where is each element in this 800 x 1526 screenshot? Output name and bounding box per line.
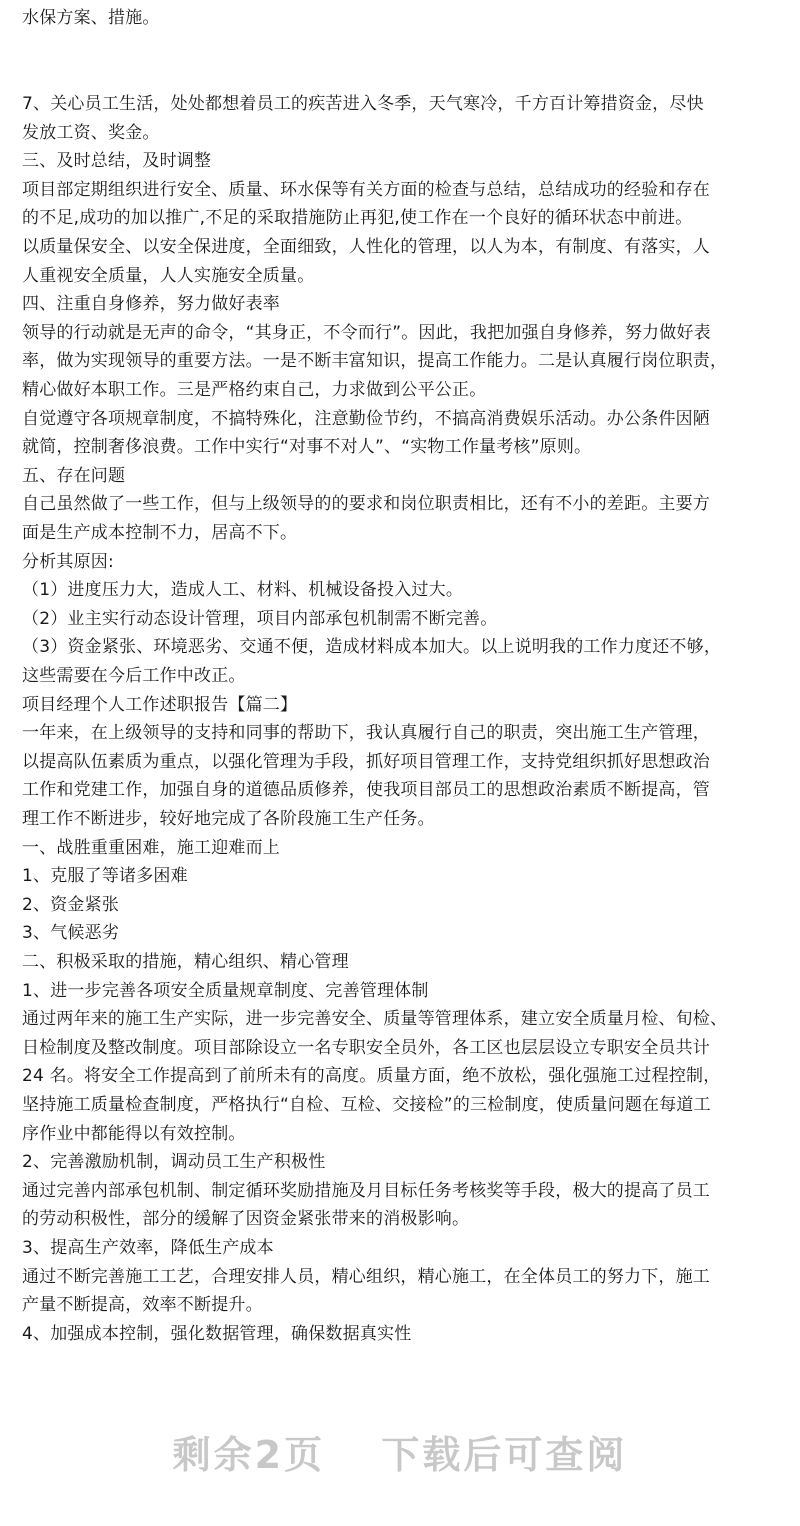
text-line: 以提高队伍素质为重点，以强化管理为手段，抓好项目管理工作，支持党组织抓好思想政治 [22, 751, 710, 772]
text-line: 自觉遵守各项规章制度，不搞特殊化，注意勤俭节约，不搞高消费娱乐活动。办公条件因陋 [22, 408, 710, 429]
text-line: （1）进度压力大，造成人工、材料、机械设备投入过大。 [22, 580, 464, 601]
text-line: 以质量保安全、以安全保进度，全面细致，人性化的管理，以人为本，有制度、有落实，人 [22, 237, 710, 257]
text-line: 4、加强成本控制，强化数据管理，确保数据真实性 [22, 1323, 412, 1344]
section-heading: 二、积极采取的措施，精心组织、精心管理 [22, 952, 349, 972]
text-line: 分析其原因: [22, 551, 114, 572]
text-line: 通过两年来的施工生产实际，进一步完善安全、质量等管理体系，建立安全质量月检、旬检、 [22, 1009, 728, 1030]
text-line: 工作和党建工作，加强自身的道德品质修养，使我项目部员工的思想政治素质不断提高，管 [22, 780, 710, 801]
section-heading: 五、存在问题 [22, 465, 126, 486]
text-line: 一年来，在上级领导的支持和同事的帮助下，我认真履行自己的职责，突出施工生产管理， [22, 723, 710, 744]
text-line: 面是生产成本控制不力，居高不下。 [22, 523, 298, 543]
text-line: 就简，控制奢侈浪费。工作中实行“对事不对人”、“实物工作量考核”原则。 [22, 437, 592, 458]
text-line: 精心做好本职工作。三是严格约束自己，力求做到公平公正。 [22, 380, 487, 400]
report-title: 项目经理个人工作述职报告【篇二】 [22, 694, 298, 715]
text-line: 发放工资、奖金。 [22, 122, 160, 143]
text-line: 自己虽然做了一些工作，但与上级领导的的要求和岗位职责相比，还有不小的差距。主要方 [22, 494, 710, 515]
section-heading: 三、及时总结，及时调整 [22, 151, 212, 172]
text-line: 序作业中都能得以有效控制。 [22, 1123, 246, 1144]
text-line: 2、资金紧张 [22, 894, 120, 915]
section-heading: 一、战胜重重困难，施工迎难而上 [22, 837, 280, 858]
section-heading: 四、注重自身修养，努力做好表率 [22, 294, 280, 315]
text-line: 的劳动积极性，部分的缓解了因资金紧张带来的消极影响。 [22, 1209, 470, 1230]
download-prompt[interactable] [0, 1424, 800, 1479]
text-line: （3）资金紧张、环境恶劣、交通不便，造成材料成本加大。以上说明我的工作力度还不够， [22, 637, 722, 658]
text-line: 的不足,成功的加以推广,不足的采取措施防止再犯,使工作在一个良好的循环状态中前进。 [22, 208, 693, 229]
text-line: 项目部定期组织进行安全、质量、环水保等有关方面的检查与总结，总结成功的经验和存在 [22, 179, 710, 200]
text-line: 率，做为实现领导的重要方法。一是不断丰富知识，提高工作能力。二是认真履行岗位职责， [22, 351, 728, 372]
text-line: （2）业主实行动态设计管理，项目内部承包机制需不断完善。 [22, 608, 498, 629]
text-line: 3、提高生产效率，降低生产成本 [22, 1238, 274, 1258]
text-line: 通过不断完善施工工艺，合理安排人员，精心组织，精心施工，在全体员工的努力下，施工 [22, 1266, 710, 1287]
download-to-read-label[interactable]: 下载后可查阅 [381, 1433, 628, 1477]
text-line: 理工作不断进步，较好地完成了各阶段施工生产任务。 [22, 809, 435, 829]
text-line: 2、完善激励机制，调动员工生产积极性 [22, 1152, 326, 1173]
text-line: 这些需要在今后工作中改正。 [22, 666, 246, 686]
text-line: 产量不断提高，效率不断提升。 [22, 1295, 263, 1316]
text-line: 人重视安全质量，人人实施安全质量。 [22, 265, 315, 286]
text-line: 水保方案、措施。 [22, 8, 160, 28]
text-line: 1、进一步完善各项安全质量规章制度、完善管理体制 [22, 980, 429, 1001]
text-line: 24 名。将安全工作提高到了前所未有的高度。质量方面，绝不放松，强化强施工过程控制， [22, 1066, 721, 1087]
remaining-pages-label[interactable]: 剩余2页 [172, 1433, 326, 1477]
text-line: 日检制度及整改制度。项目部除设立一名专职安全员外，各工区也层层设立专职安全员共计 [22, 1037, 710, 1058]
text-line: 7、关心员工生活，处处都想着员工的疾苦进入冬季，天气寒冷，千方百计筹措资金，尽快 [22, 94, 704, 114]
text-line: 1、克服了等诸多困难 [22, 866, 188, 887]
text-line: 领导的行动就是无声的命令，“其身正，不令而行”。因此，我把加强自身修养，努力做好表 [22, 322, 711, 343]
text-line: 坚持施工质量检查制度，严格执行“自检、互检、交接检”的三检制度，使质量问题在每道工 [22, 1095, 711, 1115]
text-line: 3、气候恶劣 [22, 923, 120, 944]
text-line: 通过完善内部承包机制、制定循环奖励措施及月目标任务考核奖等手段，极大的提高了员工 [22, 1180, 710, 1201]
